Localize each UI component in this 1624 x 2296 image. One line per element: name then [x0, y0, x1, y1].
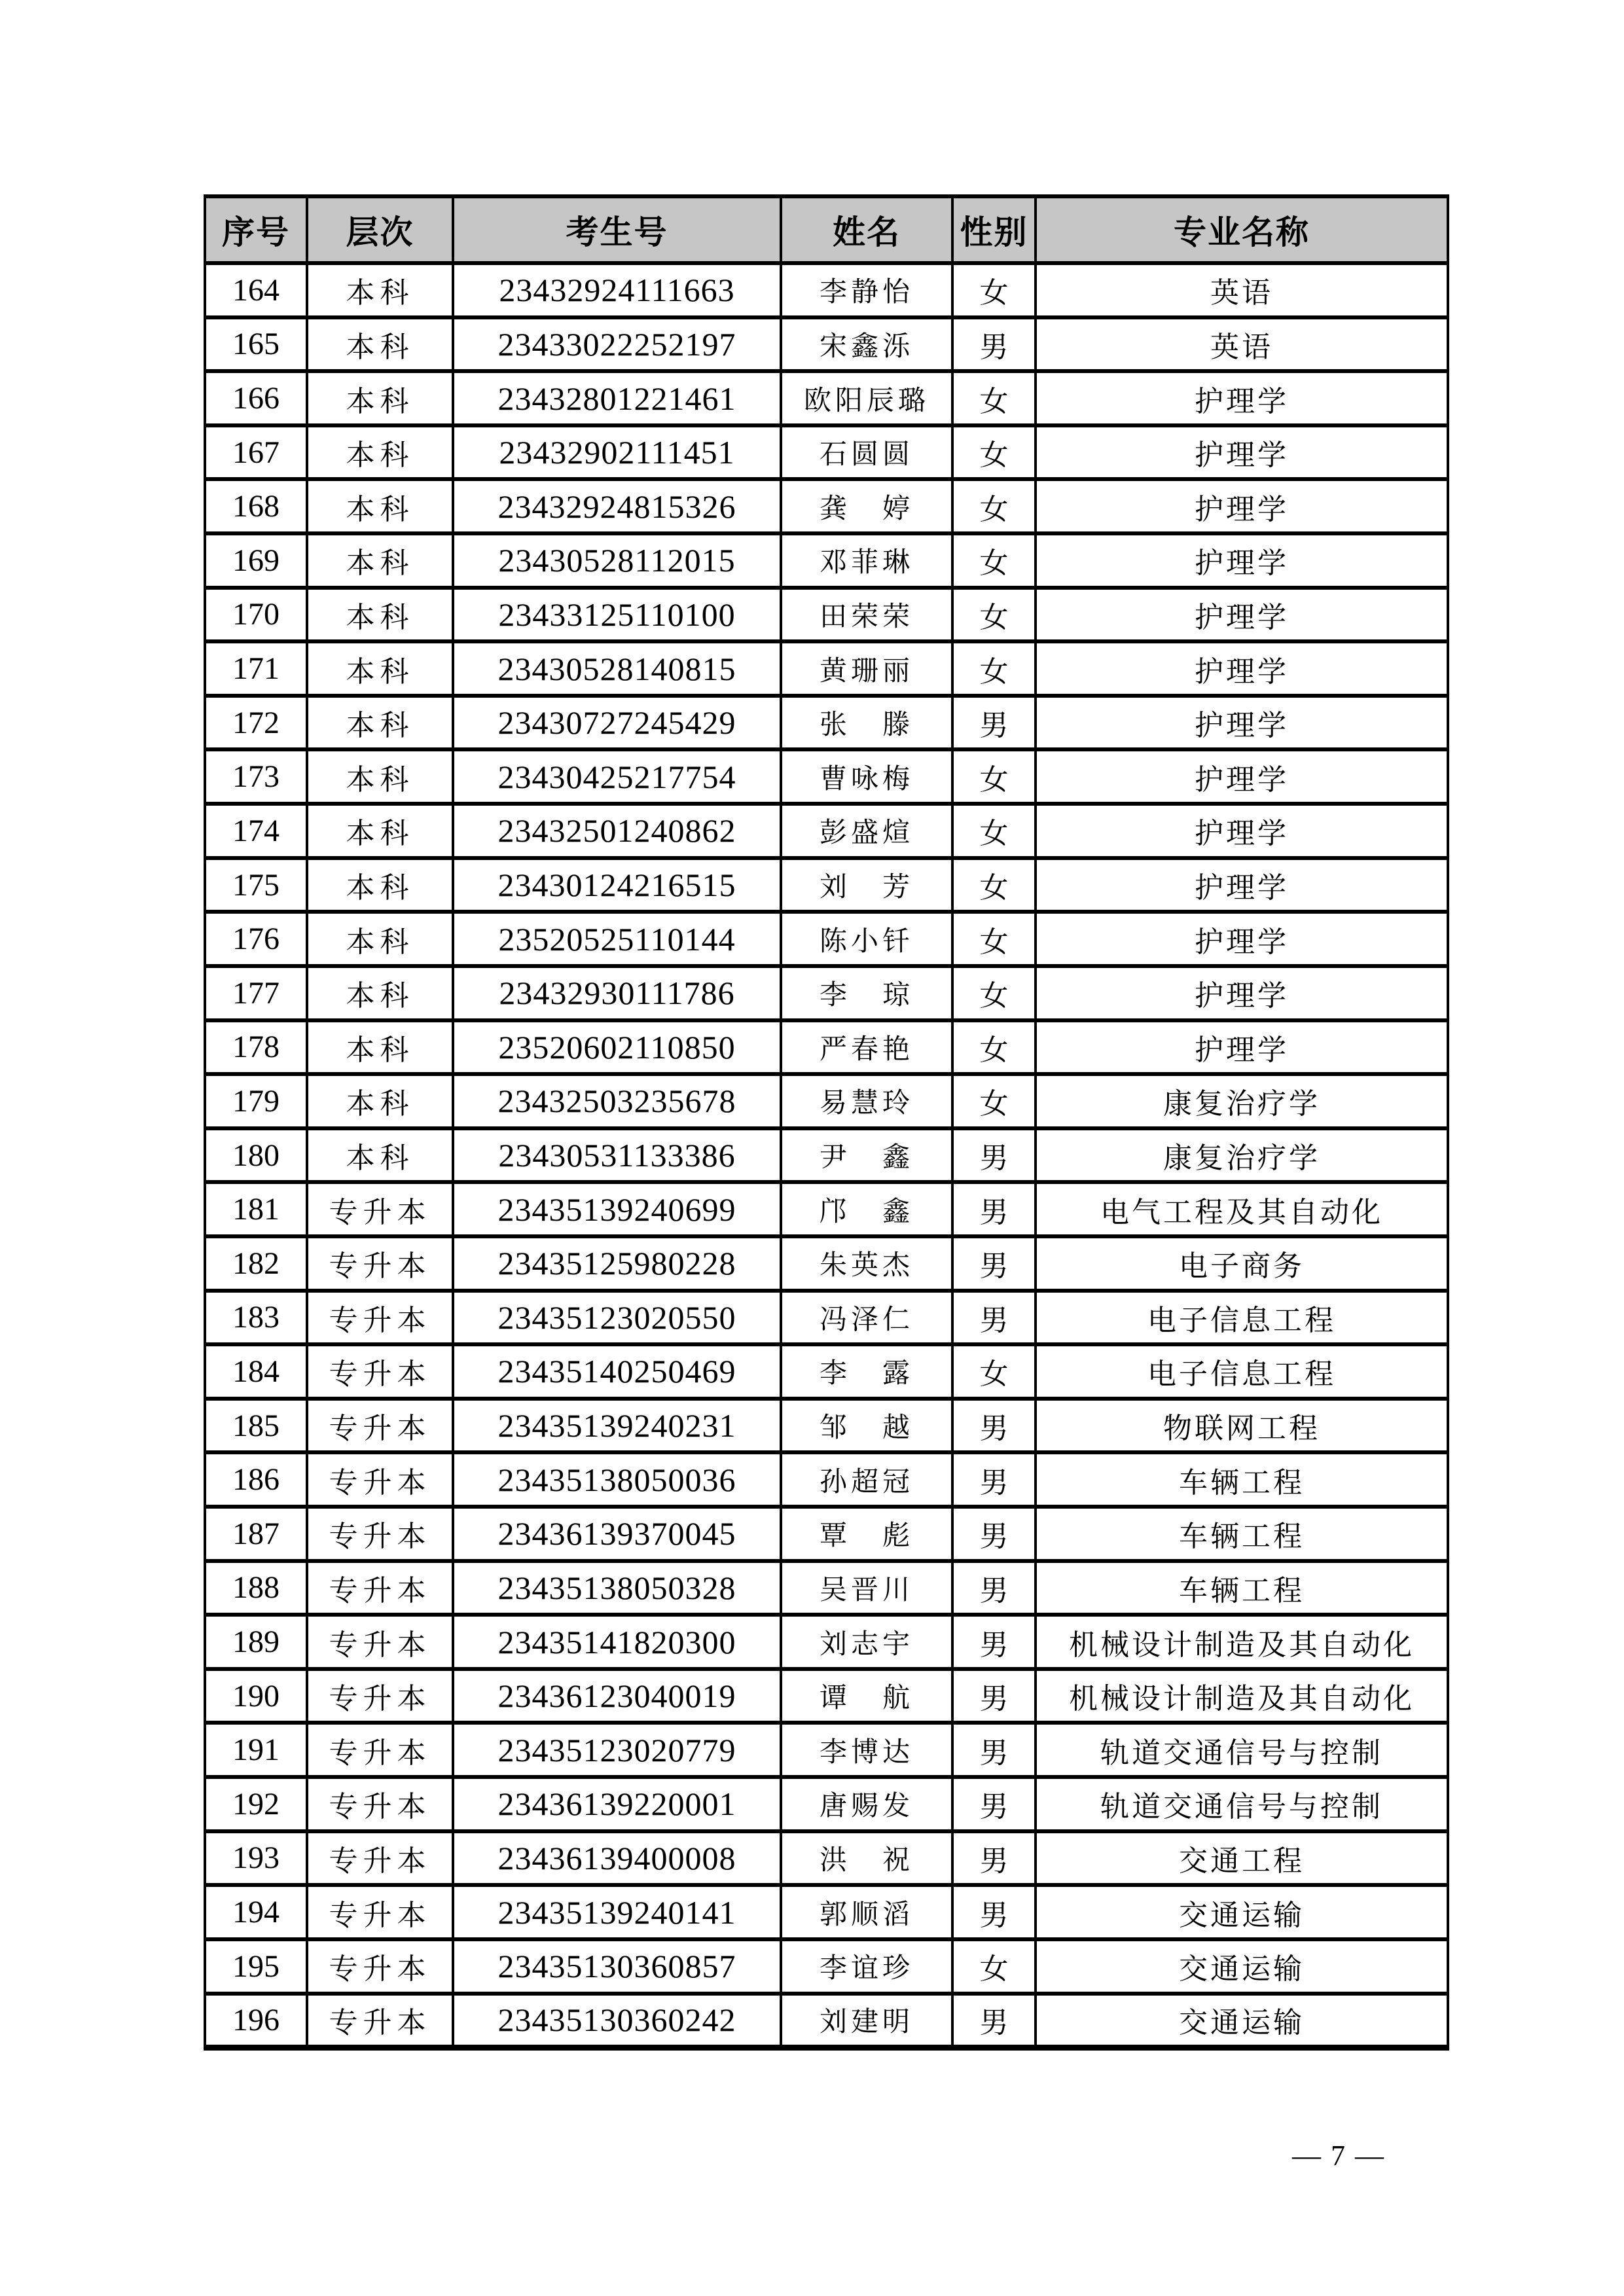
- cell-index: 196: [205, 1994, 307, 2048]
- cell-major: 英语: [1036, 263, 1448, 317]
- cell-name: 洪 祝: [781, 1831, 952, 1886]
- cell-exam_no: 23430528112015: [453, 533, 781, 588]
- cell-level: 专升本: [307, 1615, 453, 1669]
- table-row: [205, 1399, 1448, 1453]
- cell-major: 护理学: [1036, 533, 1448, 588]
- cell-level: 专升本: [307, 1831, 453, 1886]
- cell-index: 174: [205, 804, 307, 858]
- cell-major: 护理学: [1036, 858, 1448, 912]
- cell-gender: 女: [952, 425, 1036, 480]
- column-header-major: 专业名称: [1036, 196, 1448, 263]
- cell-major: 交通运输: [1036, 1939, 1448, 1994]
- cell-gender: 女: [952, 1344, 1036, 1399]
- cell-exam_no: 23430727245429: [453, 696, 781, 750]
- cell-name: 黄珊丽: [781, 641, 952, 696]
- cell-exam_no: 23432503235678: [453, 1074, 781, 1128]
- table-row: [205, 425, 1448, 480]
- cell-exam_no: 23430528140815: [453, 641, 781, 696]
- admission-roster-table: [204, 194, 1449, 2051]
- cell-name: 李 琼: [781, 966, 952, 1020]
- cell-index: 183: [205, 1291, 307, 1345]
- cell-exam_no: 23436139370045: [453, 1507, 781, 1561]
- cell-index: 167: [205, 425, 307, 480]
- cell-index: 184: [205, 1344, 307, 1399]
- cell-major: 轨道交通信号与控制: [1036, 1723, 1448, 1777]
- cell-index: 164: [205, 263, 307, 317]
- table-row: [205, 263, 1448, 317]
- cell-index: 168: [205, 479, 307, 533]
- cell-gender: 女: [952, 479, 1036, 533]
- table-row: [205, 533, 1448, 588]
- cell-index: 177: [205, 966, 307, 1020]
- cell-gender: 女: [952, 1939, 1036, 1994]
- cell-level: 本科: [307, 749, 453, 804]
- table-row: [205, 1669, 1448, 1723]
- cell-name: 刘 芳: [781, 858, 952, 912]
- cell-level: 专升本: [307, 1723, 453, 1777]
- table-row: [205, 317, 1448, 372]
- cell-index: 175: [205, 858, 307, 912]
- cell-level: 专升本: [307, 1344, 453, 1399]
- cell-level: 本科: [307, 371, 453, 425]
- cell-level: 本科: [307, 425, 453, 480]
- cell-level: 专升本: [307, 1507, 453, 1561]
- cell-name: 石圆圆: [781, 425, 952, 480]
- cell-gender: 女: [952, 749, 1036, 804]
- cell-major: 交通运输: [1036, 1994, 1448, 2048]
- cell-exam_no: 23430124216515: [453, 858, 781, 912]
- cell-exam_no: 23520525110144: [453, 912, 781, 966]
- table-row: [205, 371, 1448, 425]
- table-row: [205, 588, 1448, 642]
- cell-level: 本科: [307, 1020, 453, 1075]
- cell-gender: 男: [952, 1236, 1036, 1291]
- cell-index: 192: [205, 1777, 307, 1831]
- cell-major: 护理学: [1036, 966, 1448, 1020]
- column-header-name: 姓名: [781, 196, 952, 263]
- cell-index: 194: [205, 1885, 307, 1939]
- cell-gender: 男: [952, 1399, 1036, 1453]
- table-row: [205, 1723, 1448, 1777]
- table-row: [205, 1507, 1448, 1561]
- cell-major: 护理学: [1036, 588, 1448, 642]
- cell-exam_no: 23435125980228: [453, 1236, 781, 1291]
- cell-level: 本科: [307, 1074, 453, 1128]
- cell-name: 李 露: [781, 1344, 952, 1399]
- cell-index: 185: [205, 1399, 307, 1453]
- cell-index: 172: [205, 696, 307, 750]
- cell-level: 本科: [307, 641, 453, 696]
- cell-gender: 男: [952, 1831, 1036, 1886]
- cell-index: 187: [205, 1507, 307, 1561]
- column-header-level: 层次: [307, 196, 453, 263]
- table-row: [205, 1452, 1448, 1507]
- table-row: [205, 966, 1448, 1020]
- cell-level: 专升本: [307, 1291, 453, 1345]
- cell-gender: 男: [952, 1885, 1036, 1939]
- cell-exam_no: 23435140250469: [453, 1344, 781, 1399]
- cell-major: 护理学: [1036, 912, 1448, 966]
- cell-exam_no: 23436123040019: [453, 1669, 781, 1723]
- cell-exam_no: 23432902111451: [453, 425, 781, 480]
- cell-name: 尹 鑫: [781, 1128, 952, 1183]
- cell-major: 交通运输: [1036, 1885, 1448, 1939]
- cell-level: 本科: [307, 263, 453, 317]
- cell-gender: 女: [952, 1020, 1036, 1075]
- table-body: [205, 263, 1448, 2048]
- cell-level: 专升本: [307, 1939, 453, 1994]
- cell-name: 张 滕: [781, 696, 952, 750]
- cell-index: 173: [205, 749, 307, 804]
- cell-name: 唐赐发: [781, 1777, 952, 1831]
- cell-gender: 女: [952, 533, 1036, 588]
- table-row: [205, 479, 1448, 533]
- cell-name: 郭顺滔: [781, 1885, 952, 1939]
- cell-gender: 男: [952, 1994, 1036, 2048]
- cell-index: 195: [205, 1939, 307, 1994]
- cell-name: 彭盛煊: [781, 804, 952, 858]
- cell-gender: 女: [952, 966, 1036, 1020]
- cell-index: 171: [205, 641, 307, 696]
- cell-name: 李博达: [781, 1723, 952, 1777]
- cell-exam_no: 23435141820300: [453, 1615, 781, 1669]
- cell-index: 191: [205, 1723, 307, 1777]
- table-row: [205, 1291, 1448, 1345]
- table-row: [205, 749, 1448, 804]
- cell-gender: 女: [952, 263, 1036, 317]
- cell-gender: 女: [952, 912, 1036, 966]
- cell-exam_no: 23436139400008: [453, 1831, 781, 1886]
- cell-major: 电子信息工程: [1036, 1291, 1448, 1345]
- cell-gender: 男: [952, 1723, 1036, 1777]
- cell-index: 181: [205, 1182, 307, 1236]
- page-number: — 7 —: [1292, 2140, 1385, 2172]
- cell-name: 宋鑫泺: [781, 317, 952, 372]
- table-row: [205, 1561, 1448, 1615]
- cell-exam_no: 23433125110100: [453, 588, 781, 642]
- cell-exam_no: 23435138050328: [453, 1561, 781, 1615]
- cell-name: 刘志宇: [781, 1615, 952, 1669]
- table-row: [205, 1885, 1448, 1939]
- cell-level: 本科: [307, 858, 453, 912]
- cell-name: 孙超冠: [781, 1452, 952, 1507]
- column-header-gender: 性别: [952, 196, 1036, 263]
- cell-major: 护理学: [1036, 804, 1448, 858]
- cell-exam_no: 23435123020550: [453, 1291, 781, 1345]
- cell-name: 吴晋川: [781, 1561, 952, 1615]
- table-row: [205, 1615, 1448, 1669]
- cell-name: 覃 彪: [781, 1507, 952, 1561]
- table-row: [205, 1074, 1448, 1128]
- table-row: [205, 912, 1448, 966]
- cell-name: 李谊珍: [781, 1939, 952, 1994]
- cell-index: 176: [205, 912, 307, 966]
- cell-gender: 男: [952, 1291, 1036, 1345]
- cell-exam_no: 23432930111786: [453, 966, 781, 1020]
- cell-major: 车辆工程: [1036, 1507, 1448, 1561]
- cell-level: 本科: [307, 588, 453, 642]
- cell-name: 冯泽仁: [781, 1291, 952, 1345]
- column-header-exam-no: 考生号: [453, 196, 781, 263]
- cell-level: 本科: [307, 696, 453, 750]
- cell-name: 严春艳: [781, 1020, 952, 1075]
- cell-level: 本科: [307, 533, 453, 588]
- table-header: [205, 196, 1448, 263]
- cell-exam_no: 23435139240231: [453, 1399, 781, 1453]
- cell-major: 物联网工程: [1036, 1399, 1448, 1453]
- cell-level: 专升本: [307, 1885, 453, 1939]
- cell-gender: 女: [952, 1074, 1036, 1128]
- cell-gender: 男: [952, 1507, 1036, 1561]
- cell-exam_no: 23436139220001: [453, 1777, 781, 1831]
- cell-level: 专升本: [307, 1452, 453, 1507]
- cell-major: 车辆工程: [1036, 1561, 1448, 1615]
- cell-major: 电子信息工程: [1036, 1344, 1448, 1399]
- table-row: [205, 1020, 1448, 1075]
- cell-name: 欧阳辰璐: [781, 371, 952, 425]
- cell-major: 康复治疗学: [1036, 1128, 1448, 1183]
- cell-name: 谭 航: [781, 1669, 952, 1723]
- cell-major: 车辆工程: [1036, 1452, 1448, 1507]
- cell-index: 169: [205, 533, 307, 588]
- cell-gender: 女: [952, 858, 1036, 912]
- cell-exam_no: 23432924815326: [453, 479, 781, 533]
- cell-level: 本科: [307, 966, 453, 1020]
- cell-level: 专升本: [307, 1669, 453, 1723]
- table-row: [205, 858, 1448, 912]
- cell-gender: 男: [952, 696, 1036, 750]
- cell-index: 186: [205, 1452, 307, 1507]
- table-row: [205, 1994, 1448, 2048]
- cell-exam_no: 23435130360242: [453, 1994, 781, 2048]
- table-row: [205, 1831, 1448, 1886]
- cell-level: 专升本: [307, 1561, 453, 1615]
- cell-name: 邝 鑫: [781, 1182, 952, 1236]
- cell-major: 护理学: [1036, 641, 1448, 696]
- cell-index: 165: [205, 317, 307, 372]
- cell-index: 188: [205, 1561, 307, 1615]
- cell-name: 田荣荣: [781, 588, 952, 642]
- cell-level: 专升本: [307, 1777, 453, 1831]
- cell-level: 本科: [307, 317, 453, 372]
- cell-exam_no: 23432501240862: [453, 804, 781, 858]
- cell-major: 康复治疗学: [1036, 1074, 1448, 1128]
- cell-major: 护理学: [1036, 479, 1448, 533]
- cell-level: 专升本: [307, 1994, 453, 2048]
- cell-level: 本科: [307, 804, 453, 858]
- cell-major: 电子商务: [1036, 1236, 1448, 1291]
- cell-gender: 女: [952, 371, 1036, 425]
- table-row: [205, 1777, 1448, 1831]
- cell-name: 曹咏梅: [781, 749, 952, 804]
- table-row: [205, 1128, 1448, 1183]
- cell-major: 护理学: [1036, 749, 1448, 804]
- cell-name: 刘建明: [781, 1994, 952, 2048]
- cell-exam_no: 23433022252197: [453, 317, 781, 372]
- cell-index: 166: [205, 371, 307, 425]
- cell-exam_no: 23435138050036: [453, 1452, 781, 1507]
- cell-index: 178: [205, 1020, 307, 1075]
- cell-major: 机械设计制造及其自动化: [1036, 1669, 1448, 1723]
- cell-major: 护理学: [1036, 696, 1448, 750]
- cell-gender: 男: [952, 1182, 1036, 1236]
- cell-major: 轨道交通信号与控制: [1036, 1777, 1448, 1831]
- cell-level: 本科: [307, 479, 453, 533]
- cell-name: 邓菲琳: [781, 533, 952, 588]
- cell-exam_no: 23435123020779: [453, 1723, 781, 1777]
- cell-index: 179: [205, 1074, 307, 1128]
- cell-level: 专升本: [307, 1399, 453, 1453]
- cell-exam_no: 23430425217754: [453, 749, 781, 804]
- table-row: [205, 641, 1448, 696]
- table-row: [205, 1182, 1448, 1236]
- cell-exam_no: 23435139240141: [453, 1885, 781, 1939]
- cell-exam_no: 23435130360857: [453, 1939, 781, 1994]
- cell-index: 170: [205, 588, 307, 642]
- cell-exam_no: 23430531133386: [453, 1128, 781, 1183]
- cell-level: 本科: [307, 912, 453, 966]
- cell-name: 邹 越: [781, 1399, 952, 1453]
- table-row: [205, 696, 1448, 750]
- cell-gender: 男: [952, 1128, 1036, 1183]
- cell-major: 护理学: [1036, 371, 1448, 425]
- cell-level: 专升本: [307, 1182, 453, 1236]
- cell-level: 专升本: [307, 1236, 453, 1291]
- cell-index: 180: [205, 1128, 307, 1183]
- cell-major: 电气工程及其自动化: [1036, 1182, 1448, 1236]
- cell-gender: 男: [952, 317, 1036, 372]
- cell-major: 护理学: [1036, 425, 1448, 480]
- cell-major: 交通工程: [1036, 1831, 1448, 1886]
- cell-name: 陈小钎: [781, 912, 952, 966]
- table-row: [205, 1344, 1448, 1399]
- cell-index: 193: [205, 1831, 307, 1886]
- cell-index: 189: [205, 1615, 307, 1669]
- header-row: [205, 196, 1448, 263]
- cell-gender: 男: [952, 1452, 1036, 1507]
- cell-gender: 女: [952, 641, 1036, 696]
- cell-index: 190: [205, 1669, 307, 1723]
- cell-exam_no: 23520602110850: [453, 1020, 781, 1075]
- cell-gender: 男: [952, 1669, 1036, 1723]
- cell-gender: 女: [952, 804, 1036, 858]
- cell-major: 护理学: [1036, 1020, 1448, 1075]
- cell-gender: 女: [952, 588, 1036, 642]
- cell-name: 龚 婷: [781, 479, 952, 533]
- cell-exam_no: 23432924111663: [453, 263, 781, 317]
- cell-exam_no: 23432801221461: [453, 371, 781, 425]
- cell-index: 182: [205, 1236, 307, 1291]
- cell-level: 本科: [307, 1128, 453, 1183]
- column-header-index: 序号: [205, 196, 307, 263]
- cell-gender: 男: [952, 1777, 1036, 1831]
- cell-major: 机械设计制造及其自动化: [1036, 1615, 1448, 1669]
- cell-name: 朱英杰: [781, 1236, 952, 1291]
- cell-name: 李静怡: [781, 263, 952, 317]
- cell-name: 易慧玲: [781, 1074, 952, 1128]
- cell-exam_no: 23435139240699: [453, 1182, 781, 1236]
- cell-major: 英语: [1036, 317, 1448, 372]
- table-row: [205, 1939, 1448, 1994]
- cell-gender: 男: [952, 1615, 1036, 1669]
- cell-gender: 男: [952, 1561, 1036, 1615]
- table-row: [205, 804, 1448, 858]
- table-row: [205, 1236, 1448, 1291]
